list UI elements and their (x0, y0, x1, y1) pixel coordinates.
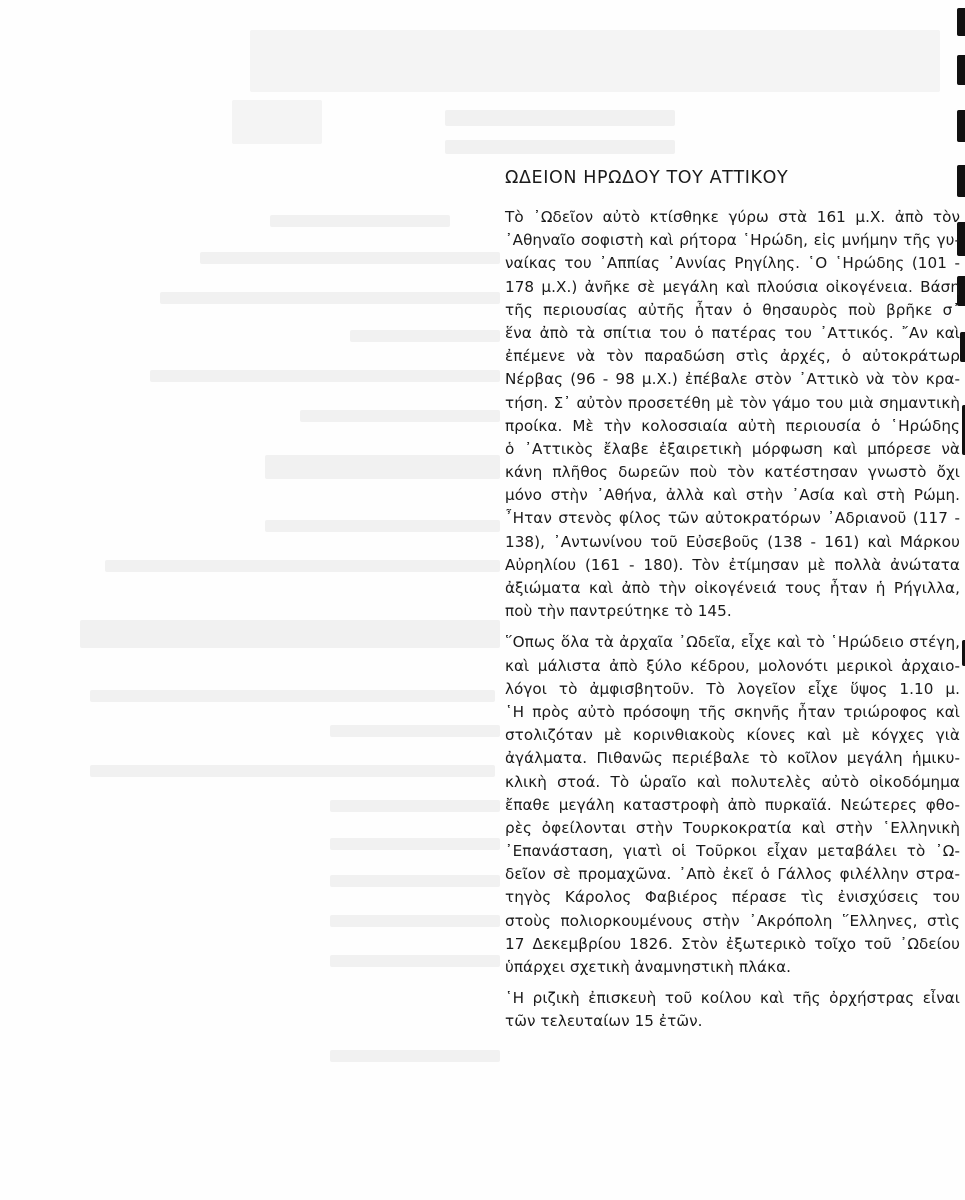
binding-hole (957, 110, 965, 142)
text-line: Νέρβας (96 - 98 μ.Χ.) ἐπέβαλε στὸν ᾿Αττικὸ νὰ τὸν κρα- (505, 370, 960, 389)
text-line: ἀγάλματα. Πιθανῶς περιέβαλε τὸ κοῖλον μεγάλη ἡμικυ- (505, 749, 960, 768)
bleed-line (160, 292, 500, 304)
bleed-line (330, 875, 500, 887)
bleed-line (445, 110, 675, 126)
bleed-line (105, 560, 500, 572)
text-line: τῆς περιουσίας αὐτῆς ἦταν ὁ θησαυρὸς ποὺ βρῆκε σ᾿ (505, 300, 960, 319)
text-line: τῶν τελευταίων 15 ἐτῶν. (505, 1012, 703, 1031)
paragraph (505, 206, 960, 623)
text-line: κάνη πλῆθος δωρεῶν ποὺ τὸν κατέστησαν γνωστὸ ὄχι (505, 463, 960, 482)
bleed-line (150, 370, 500, 382)
text-line: μόνο στὴν ᾿Αθήνα, ἀλλὰ καὶ στὴν ᾿Ασία καὶ στὴ Ρώμη. (505, 486, 960, 505)
text-line: Αὐρηλίου (161 - 180). Τὸν ἐτίμησαν μὲ πολλὰ ἀνώτατα (505, 555, 960, 574)
text-line: ῏Ηταν στενὸς φίλος τῶν αὐτοκρατόρων ᾿Αδριανοῦ (117 - (505, 509, 960, 528)
text-line: ῾Η ριζικὴ ἐπισκευὴ τοῦ κοίλου καὶ τῆς ὀρχήστρας εἶναι (505, 989, 960, 1008)
text-line: ᾿Αθηναῖο σοφιστὴ καὶ ρήτορα ῾Ηρώδη, εἰς μνήμην τῆς γυ- (505, 231, 960, 250)
text-line: ὁ ᾿Αττικὸς ἔλαβε ἐξαιρετικὴ μόρφωση καὶ μπόρεσε νὰ (505, 439, 960, 458)
text-line: ἔπαθε μεγάλη καταστροφὴ ἀπὸ πυρκαϊά. Νεώτερες φθο- (505, 795, 960, 814)
text-line: 17 Δεκεμβρίου 1826. Στὸν ἐξωτερικὸ τοῖχο τοῦ ᾿Ωδείου (505, 934, 960, 953)
binding-hole (960, 332, 965, 362)
text-line: στοὺς πολιορκουμένους στὴν ᾿Ακρόπολη ῞Ελληνες, στὶς (505, 911, 960, 930)
bleed-line (350, 330, 500, 342)
text-line: προίκα. Μὲ τὴν κολοσσιαία αὐτὴ περιουσία ὁ ῾Ηρώδης (505, 416, 960, 435)
text-line: Τὸ ᾿Ωδεῖον αὐτὸ κτίσθηκε γύρω στὰ 161 μ.Χ. ἀπὸ τὸν (505, 208, 960, 226)
text-line: ἀξιώματα καὶ ἀπὸ τὴν οἰκογένειά τους ἦταν ἡ Ρήγιλλα, (505, 579, 960, 597)
bleed-line (330, 838, 500, 850)
text-line: δεῖον σὲ προμαχῶνα. ᾿Απὸ ἐκεῖ ὁ Γάλλος φιλέλλην στρα- (505, 865, 960, 884)
text-line: ᾿Επανάσταση, γιατὶ οἱ Τοῦρκοι εἶχαν μεταβάλει τὸ ᾿Ω- (505, 842, 960, 861)
paragraph (505, 987, 960, 1033)
bleed-line (90, 690, 495, 702)
text-line: ὑπάρχει σχετικὴ ἀναμνηστικὴ πλάκα. (505, 958, 792, 976)
text-line: κλικὴ στοά. Τὸ ὡραῖο καὶ πολυτελὲς αὐτὸ οἰκοδόμημα (505, 772, 960, 791)
article-body (505, 206, 960, 1034)
bleed-line (90, 765, 495, 777)
text-line: ἐπέμενε νὰ τὸν παραδώση στὶς ἀρχές, ὁ αὐτοκράτωρ (505, 347, 960, 366)
text-line: ρὲς ὀφείλονται στὴν Τουρκοκρατία καὶ στὴν ῾Ελληνικὴ (505, 818, 960, 837)
text-line: τήση. Σ᾿ αὐτὸν προσετέθη μὲ τὸν γάμο του μιὰ σημαντικὴ (505, 393, 960, 412)
text-line: στολιζόταν μὲ κορινθιακοὺς κίονες καὶ μὲ κόγχες γιὰ (505, 726, 960, 745)
bleed-line (330, 725, 500, 737)
text-line: ναίκας του ᾿Αππίας ᾿Αννίας Ρηγίλης. ῾Ο ῾Ηρώδης (101 - (505, 254, 960, 273)
bleed-line (445, 140, 675, 154)
text-line: 138), ᾿Αντωνίνου τοῦ Εὐσεβοῦς (138 - 161) καὶ Μάρκου (505, 532, 960, 551)
text-line: καὶ μάλιστα ἀπὸ ξύλο κέδρου, μολονότι μερικοὶ ἀρχαιο- (505, 656, 960, 675)
article-title: ΩΔΕΙΟΝ ΗΡΩΔΟΥ ΤΟΥ ΑΤΤΙΚΟΥ (505, 168, 789, 188)
bleed-line (232, 100, 322, 144)
bleed-heading (250, 30, 940, 92)
text-line: τηγὸς Κάρολος Φαβιέρος πέρασε τὶς ἐνισχύσεις του (505, 888, 960, 907)
bleed-line (330, 955, 500, 967)
binding-hole (957, 8, 965, 36)
text-line: 178 μ.Χ.) ἀνῆκε σὲ μεγάλη καὶ πλούσια οἰκογένεια. Βάση (505, 277, 960, 296)
bleed-line (300, 410, 500, 422)
text-line: ποὺ τὴν παντρεύτηκε τὸ 145. (505, 602, 732, 621)
bleed-line (80, 620, 500, 648)
bleed-line (270, 215, 450, 227)
bleed-line (265, 520, 500, 532)
bleed-line (330, 800, 500, 812)
bleed-line (200, 252, 500, 264)
paragraph (505, 631, 960, 979)
text-line: ῞Οπως ὅλα τὰ ἀρχαῖα ᾿Ωδεῖα, εἶχε καὶ τὸ ῾Ηρώδειο στέγη, (505, 633, 960, 652)
article (505, 168, 960, 1042)
bleed-line (330, 915, 500, 927)
bleed-line (330, 1050, 500, 1062)
bleed-line (265, 455, 500, 479)
binding-hole (957, 55, 965, 85)
text-line: ἕνα ἀπὸ τὰ σπίτια του ὁ πατέρας του ᾿Αττικός. ῎Αν καὶ (505, 323, 960, 342)
text-line: ῾Η πρὸς αὐτὸ πρόσοψη τῆς σκηνῆς ἦταν τριώροφος καὶ (505, 702, 960, 721)
text-line: λόγοι τὸ ἀμφισβητοῦν. Τὸ λογεῖον εἶχε ὕψος 1.10 μ. (505, 679, 960, 698)
